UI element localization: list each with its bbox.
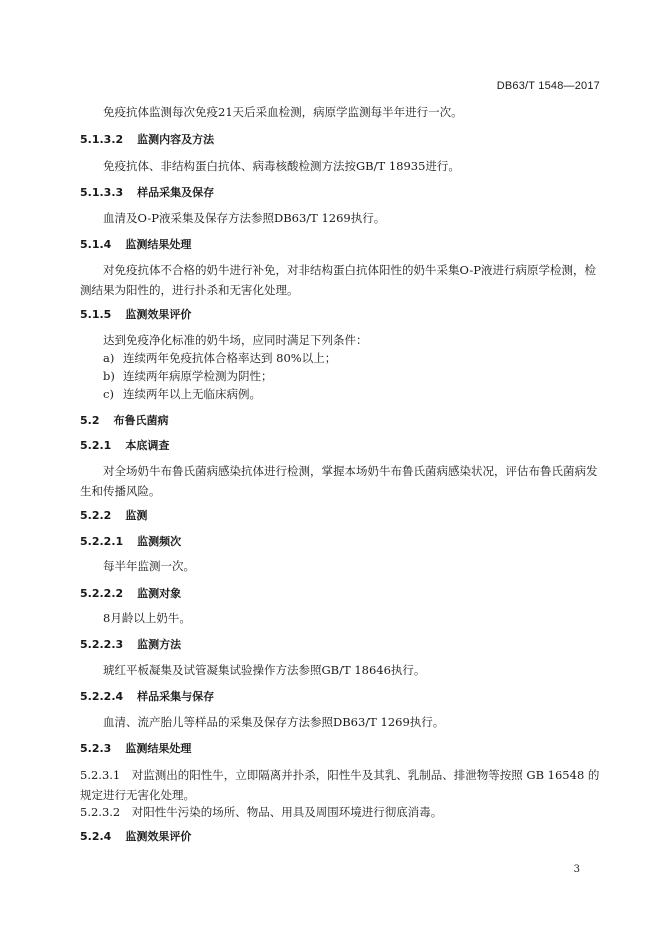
paragraph: 5.2.3.2 对阳性牛污染的场所、物品、用具及周围环境进行彻底消毒。 — [80, 805, 443, 819]
section-number: 5.2.4 — [80, 830, 112, 843]
paragraph: 对全场奶牛布鲁氏菌病感染抗体进行检测，掌握本场奶牛布鲁氏菌病感染状况，评估布鲁氏菌病发生和传播风险。 — [80, 464, 598, 498]
section-heading — [80, 185, 214, 201]
section-heading — [80, 307, 191, 323]
section-heading — [80, 132, 214, 148]
section-title: 监测效果评价 — [125, 308, 192, 321]
section-heading — [80, 534, 181, 550]
section-title: 监测结果处理 — [125, 742, 192, 755]
list-item — [103, 386, 261, 402]
section-number: 5.2.2 — [80, 509, 112, 522]
section-heading — [80, 829, 191, 845]
section-number: 5.2.2.2 — [80, 587, 124, 600]
section-heading — [80, 586, 181, 602]
section-heading — [80, 508, 147, 524]
page-number: 3 — [573, 864, 580, 875]
paragraph: 免疫抗体、非结构蛋白抗体、病毒核酸检测方法按GB/T 18935进行。 — [103, 159, 460, 173]
paragraph: 免疫抗体监测每次免疫21天后采血检测，病原学监测每半年进行一次。 — [103, 105, 463, 119]
list-marker: a) — [103, 351, 115, 365]
section-heading — [80, 689, 214, 705]
list-marker: b) — [103, 369, 115, 383]
paragraph: 血清、流产胎儿等样品的采集及保存方法参照DB63/T 1269执行。 — [103, 715, 445, 729]
section-heading — [80, 637, 181, 653]
section-title: 样品采集与保存 — [137, 690, 215, 703]
section-title: 监测 — [125, 509, 148, 522]
section-number: 5.1.4 — [80, 238, 112, 251]
section-number: 5.2.3 — [80, 742, 112, 755]
document-code: DB63/T 1548—2017 — [496, 80, 600, 92]
paragraph: 每半年监测一次。 — [103, 559, 195, 573]
section-title: 监测效果评价 — [125, 830, 192, 843]
section-number: 5.2.2.4 — [80, 690, 124, 703]
section-title: 本底调查 — [125, 439, 170, 452]
section-number: 5.1.3.2 — [80, 133, 124, 146]
section-number: 5.2 — [80, 414, 100, 427]
section-number: 5.1.5 — [80, 308, 112, 321]
section-heading — [80, 741, 191, 757]
section-title: 监测结果处理 — [125, 238, 192, 251]
section-heading — [80, 438, 169, 454]
list-text: 连续两年病原学检测为阴性； — [123, 369, 273, 383]
paragraph: 对免疫抗体不合格的奶牛进行补免，对非结构蛋白抗体阳性的奶牛采集O-P液进行病原学检测，检测结果为阳性的，进行扑杀和无害化处理。 — [80, 263, 596, 297]
paragraph: 8月龄以上奶牛。 — [103, 611, 191, 625]
section-number: 5.2.1 — [80, 439, 112, 452]
list-text: 连续两年以上无临床病例。 — [123, 387, 261, 401]
section-title: 样品采集及保存 — [137, 186, 215, 199]
section-title: 监测方法 — [137, 638, 182, 651]
paragraph: 5.2.3.1 对监测出的阳性牛，立即隔离并扑杀，阳性牛及其乳、乳制品、排泄物等按照 GB 16548 的规定进行无害化处理。 — [80, 768, 600, 802]
section-number: 5.2.2.1 — [80, 535, 124, 548]
paragraph: 血清及O-P液采集及保存方法参照DB63/T 1269执行。 — [103, 211, 386, 225]
section-heading — [80, 237, 191, 253]
list-item — [103, 368, 273, 384]
section-heading — [80, 413, 169, 429]
list-item — [103, 350, 336, 366]
paragraph: 琥红平板凝集及试管凝集试验操作方法参照GB/T 18646执行。 — [103, 663, 426, 677]
list-marker: c) — [103, 387, 114, 401]
section-number: 5.1.3.3 — [80, 186, 124, 199]
paragraph: 达到免疫净化标准的奶牛场，应同时满足下列条件： — [103, 333, 368, 347]
section-title: 监测内容及方法 — [137, 133, 215, 146]
list-text: 连续两年免疫抗体合格率达到 80%以上； — [123, 351, 337, 365]
section-number: 5.2.2.3 — [80, 638, 124, 651]
section-title: 监测频次 — [137, 535, 182, 548]
section-title: 监测对象 — [137, 587, 182, 600]
section-title: 布鲁氏菌病 — [113, 414, 169, 427]
